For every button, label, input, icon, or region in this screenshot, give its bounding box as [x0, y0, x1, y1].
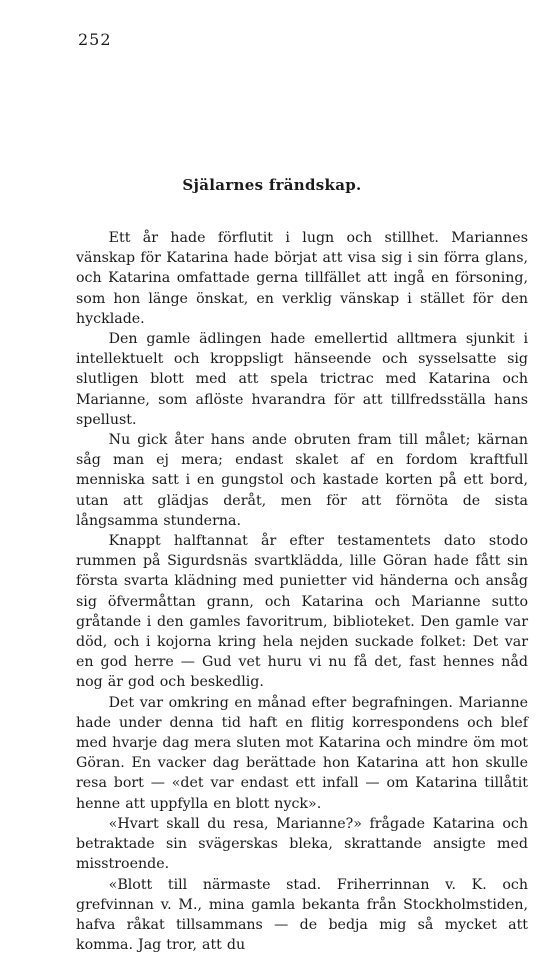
body-text	[76, 228, 528, 955]
paragraph: «Hvart skall du resa, Marianne?» frågade Katarina och betraktade sin svägerskas bleka, skrattande ansigte med misstroende.	[76, 814, 528, 875]
chapter-title: Själarnes frändskap.	[0, 176, 544, 194]
paragraph: Det var omkring en månad efter begrafningen. Marianne hade under denna tid haft en flitig korrespondens och blef med hvarje dag mera sluten mot Katarina och mindre öm mot Göran. En vacker dag berättade hon Katarina att hon skulle resa bort — «det var endast ett infall — om Katarina tillåtit henne att uppfylla en blott nyck».	[76, 693, 528, 814]
paragraph: Knappt halftannat år efter testamentets dato stodo rummen på Sigurdsnäs svartklädda, lille Göran hade fått sin första svarta klädning med punietter vid händerna och ansåg sig öfvermåttan grann, och Katarina och Marianne sutto gråtande i den gamles favoritrum, biblioteket. Den gamle var död, och i kojorna kring hela nejden suckade folket: Det var en god herre — Gud vet huru vi nu få det, fast hennes nåd nog är god och beskedlig.	[76, 531, 528, 693]
paragraph: «Blott till närmaste stad. Friherrinnan v. K. och grefvinnan v. M., mina gamla bekanta från Stockholmstiden, hafva råkat tillsammans — de bedja mig så mycket att komma. Jag tror, att du	[76, 875, 528, 955]
paragraph: Den gamle ädlingen hade emellertid alltmera sjunkit i intellektuelt och kroppsligt hänseende och sysselsatte sig slutligen blott med att spela trictrac med Katarina och Marianne, som aflöste hvarandra för att tillfredsställa hans spellust.	[76, 329, 528, 430]
page-number: 252	[78, 30, 112, 49]
paragraph: Nu gick åter hans ande obruten fram till målet; kärnan såg man ej mera; endast skalet af en fordom kraftfull menniska satt i en gungstol och kastade korten på ett bord, utan att glädjas deråt, men för att förnöta de sista långsamma stunderna.	[76, 430, 528, 531]
paragraph: Ett år hade förflutit i lugn och stillhet. Mariannes vänskap för Katarina hade börjat att visa sig i sin förra glans, och Katarina omfattade gerna tillfället att ingå en försoning, som hon länge önskat, en verklig vänskap i stället för den hycklade.	[76, 228, 528, 329]
